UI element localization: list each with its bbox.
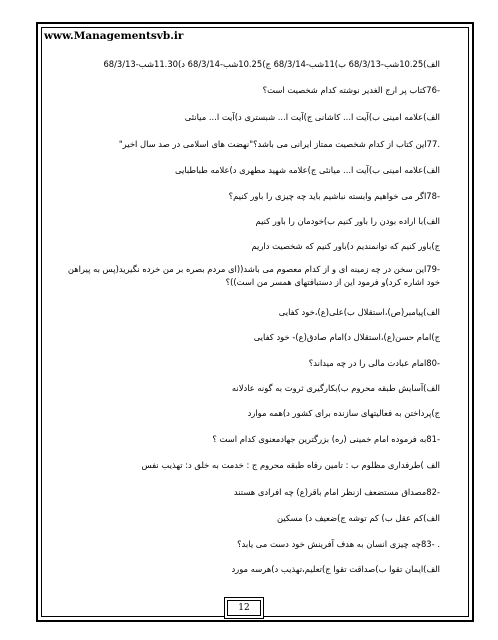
question-78: -78اگر می خواهیم وابسته نباشیم باید چه چیزی را باور کنیم؟	[228, 191, 440, 201]
answer-options-75: الف)10.25شب-68/3/13 ب)11شب-68/3/14 ج)10.25شب-68/3/14 د)11.30شب-68/3/13	[103, 59, 440, 69]
question-76: -76کتاب پر ارج الغدیر نوشته کدام شخصیت است؟	[262, 85, 440, 95]
answer-options-77: الف)علامه امینی ب)آیت ا... میانئی ج)علامه شهید مطهری د)علامه طباطبایی	[175, 165, 440, 175]
question-83: . -83چه چیزی انسان به هدف آفرینش خود دست می یابد؟	[237, 539, 440, 549]
question-77: .77این کتاب از کدام شخصیت ممتاز ایرانی می باشد؟"نهضت های اسلامی در صد سال اخیر"	[118, 139, 440, 149]
question-81: -81به فرموده امام خمینی (ره) بزرگترین جهادمعنوی کدام است ؟	[212, 434, 440, 444]
question-82: -82مصداق مستضعف ازنظر امام باقر(ع) چه افرادی هستند	[233, 487, 440, 497]
question-79: -79این سخن در چه زمینه ای و از کدام معصوم می باشد((ای مردم بصره بر من خرده نگیرید(پس به پیراهن خود اشاره کرد)و فرمود این از دستبافتهای همسر من است))؟	[67, 264, 440, 287]
question-80: -80امام عبادت مالی را در چه میداند؟	[308, 358, 440, 368]
answer-options-76: الف)علامه امینی ب)آیت ا... کاشانی ج)آیت ا... شبستری د)آیت ا... میانئی	[184, 112, 440, 122]
answer-options-81: الف )طرفداری مظلوم ب : تامین رفاه طبقه محروم ج : خدمت به خلق د: تهذیب نفس	[141, 460, 440, 470]
answer-options-80-a: الف)آسایش طبقه محروم ب)بکارگیری ثروت به گونه عادلانه	[231, 383, 440, 393]
answer-options-83: الف)ایمان تقوا ب)صداقت تقوا ج)تعلیم،تهذیب د)هرسه مورد	[231, 564, 440, 574]
answer-options-80-b: ج)پرداختن به فعالیتهای سازنده برای کشور د)همه موارد	[247, 408, 440, 418]
answer-options-78-b: ج)باور کنیم که توانمندیم د)باور کنیم که شخصیت داریم	[251, 241, 440, 251]
answer-options-82: الف)کم عقل ب) کم توشه ج)ضعیف د) مسکین	[277, 513, 440, 523]
answer-options-79-b: ج)امام حسن(ع)،استقلال د)امام صادق(ع)- خود کفایی	[253, 332, 440, 342]
site-url: www.Managementsvb.ir	[44, 30, 184, 42]
answer-options-78-a: الف)با اراده بودن را باور کنیم ب)خودمان را باور کنیم	[255, 216, 440, 226]
answer-options-79-a: الف)پیامبر(ص)،استقلال ب)علی(ع)،خود کفایی	[278, 307, 440, 317]
page-number: 12	[238, 603, 250, 613]
page-number-box	[224, 597, 264, 619]
